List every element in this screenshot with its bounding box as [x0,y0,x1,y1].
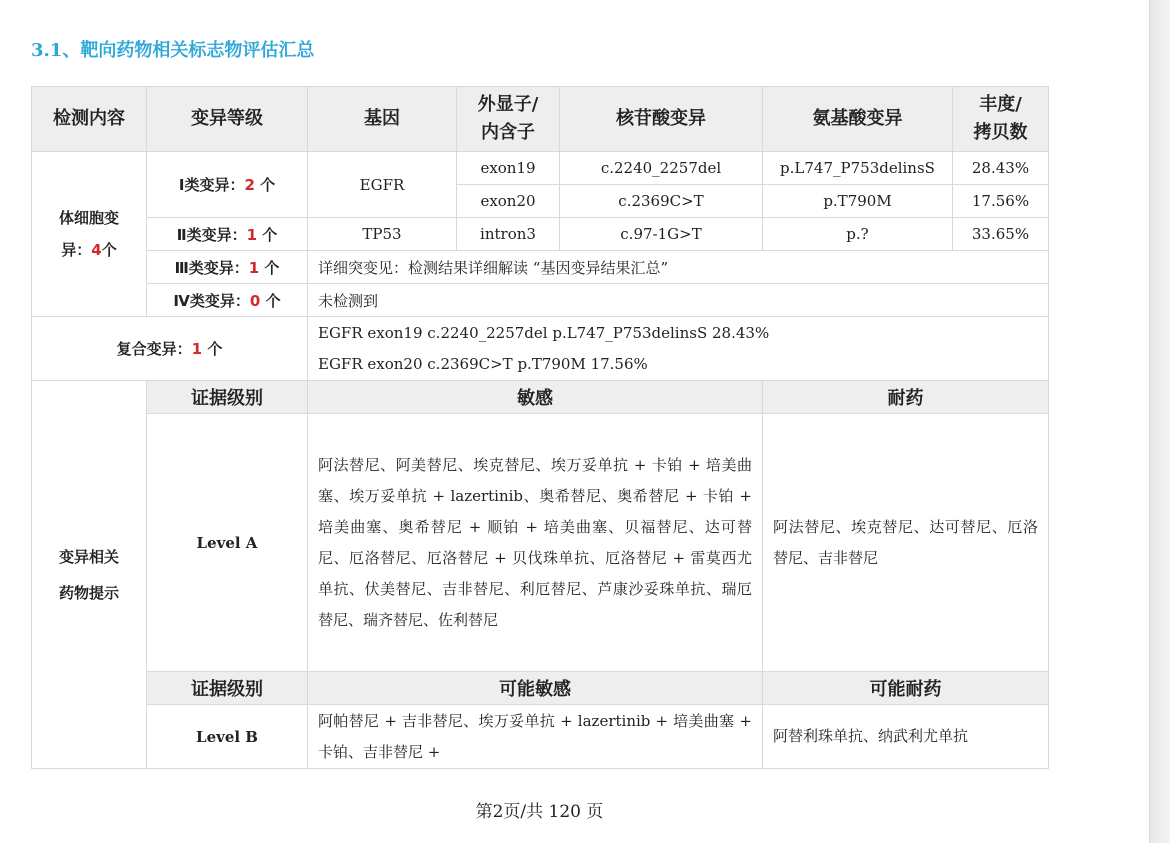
class2-freq: 33.65% [953,218,1049,251]
class2-count: 1 [246,225,258,244]
class2-unit: 个 [262,225,278,244]
class1-label [147,152,308,218]
header-nucleotide: 核苷酸变异 [560,87,763,152]
header-amino-acid: 氨基酸变异 [763,87,953,152]
table-row [32,672,1049,705]
drug-hint-label [32,381,147,769]
table-row [32,705,1049,769]
level-b-sensitive-drugs: 阿帕替尼 + 吉非替尼、埃万妥单抗 + lazertinib + 培美曲塞 + 卡铂、吉非替尼 + [308,705,763,769]
biomarker-summary-table [31,86,1049,769]
somatic-label-b: 异： [61,241,92,259]
somatic-variant-label [32,152,147,317]
somatic-label-a: 体细胞变 [58,209,119,227]
class1-nucleotide: c.2369C>T [560,185,763,218]
class1-unit: 个 [260,176,276,194]
header-exon-line1: 外显子/ [477,94,539,115]
header-exon-line2: 内含子 [481,122,535,143]
compound-count: 1 [191,340,203,358]
compound-label [32,317,308,381]
possible-resistant-header: 可能耐药 [763,672,1049,705]
compound-line1: EGFR exon19 c.2240_2257del p.L747_P753delinsS 28.43% [318,323,770,342]
header-abundance [953,87,1049,152]
header-abundance-line2: 拷贝数 [973,122,1028,143]
class1-nucleotide: c.2240_2257del [560,152,763,185]
class3-unit: 个 [264,258,280,277]
compound-label-text: 复合变异： [116,340,192,358]
class1-count: 2 [244,176,255,194]
somatic-count: 4 [91,241,102,259]
somatic-unit: 个 [101,241,117,259]
vertical-scrollbar[interactable] [1149,0,1170,843]
possible-sensitive-header: 可能敏感 [308,672,763,705]
class2-nucleotide: c.97-1G>T [560,218,763,251]
class3-note: 详细突变见：检测结果详细解读 “基因变异结果汇总” [308,251,1049,284]
table-row [32,218,1049,251]
table-row [32,152,1049,185]
class1-exon: exon20 [457,185,560,218]
class4-label [147,284,308,317]
level-a-label: Level A [147,414,308,672]
class1-exon: exon19 [457,152,560,185]
level-a-resistant-drugs: 阿法替尼、埃克替尼、达可替尼、厄洛替尼、吉非替尼 [763,414,1049,672]
class4-unit: 个 [265,291,281,310]
table-row [32,381,1049,414]
class4-note: 未检测到 [308,284,1049,317]
class1-freq: 28.43% [953,152,1049,185]
evidence-level-header: 证据级别 [147,381,308,414]
class1-amino: p.T790M [763,185,953,218]
table-row [32,284,1049,317]
header-gene: 基因 [308,87,457,152]
table-row [32,317,1049,381]
evidence-level-header: 证据级别 [147,672,308,705]
drug-hint-label-b: 药物提示 [58,583,119,602]
header-test-content: 检测内容 [32,87,147,152]
class3-count: 1 [248,258,260,277]
drug-hint-label-a: 变异相关 [58,547,119,566]
header-exon-intron [457,87,560,152]
class2-exon: intron3 [457,218,560,251]
class1-amino: p.L747_P753delinsS [763,152,953,185]
header-abundance-line1: 丰度/ [979,94,1022,115]
level-a-sensitive-drugs: 阿法替尼、阿美替尼、埃克替尼、埃万妥单抗 + 卡铂 + 培美曲塞、埃万妥单抗 + lazertinib、奥希替尼、奥希替尼 + 卡铂 + 培美曲塞、奥希替尼 + 顺铂 + 培美曲塞、贝福替尼、达可替尼、厄洛替尼、厄洛替尼 + 贝伐珠单抗、厄洛替尼 + 雷莫西尤单抗、伏美替尼、吉非替尼、利厄替尼、芦康沙妥珠单抗、瑞厄替尼、瑞齐替尼、佐利替尼 [308,414,763,672]
header-variant-level: 变异等级 [147,87,308,152]
class2-amino: p.? [763,218,953,251]
compound-line2: EGFR exon20 c.2369C>T p.T790M 17.56% [318,354,648,373]
section-title: 3.1、靶向药物相关标志物评估汇总 [31,40,315,61]
class4-label-text: Ⅳ类变异： [173,291,250,310]
class1-gene: EGFR [308,152,457,218]
class4-count: 0 [249,291,261,310]
resistant-header: 耐药 [763,381,1049,414]
class2-label [147,218,308,251]
compound-detail [308,317,1049,381]
page-footer: 第2页/共 120 页 [475,802,604,822]
sensitive-header: 敏感 [308,381,763,414]
table-header-row [32,87,1049,152]
level-b-label: Level B [147,705,308,769]
class2-label-text: Ⅱ类变异： [176,225,247,244]
level-b-resistant-drugs: 阿替利珠单抗、纳武利尤单抗 [763,705,1049,769]
class1-label-text: Ⅰ类变异： [178,176,245,194]
class3-label [147,251,308,284]
table-row [32,414,1049,672]
class1-freq: 17.56% [953,185,1049,218]
class2-gene: TP53 [308,218,457,251]
table-row [32,251,1049,284]
class3-label-text: Ⅲ类变异： [174,258,249,277]
compound-unit: 个 [207,340,223,358]
